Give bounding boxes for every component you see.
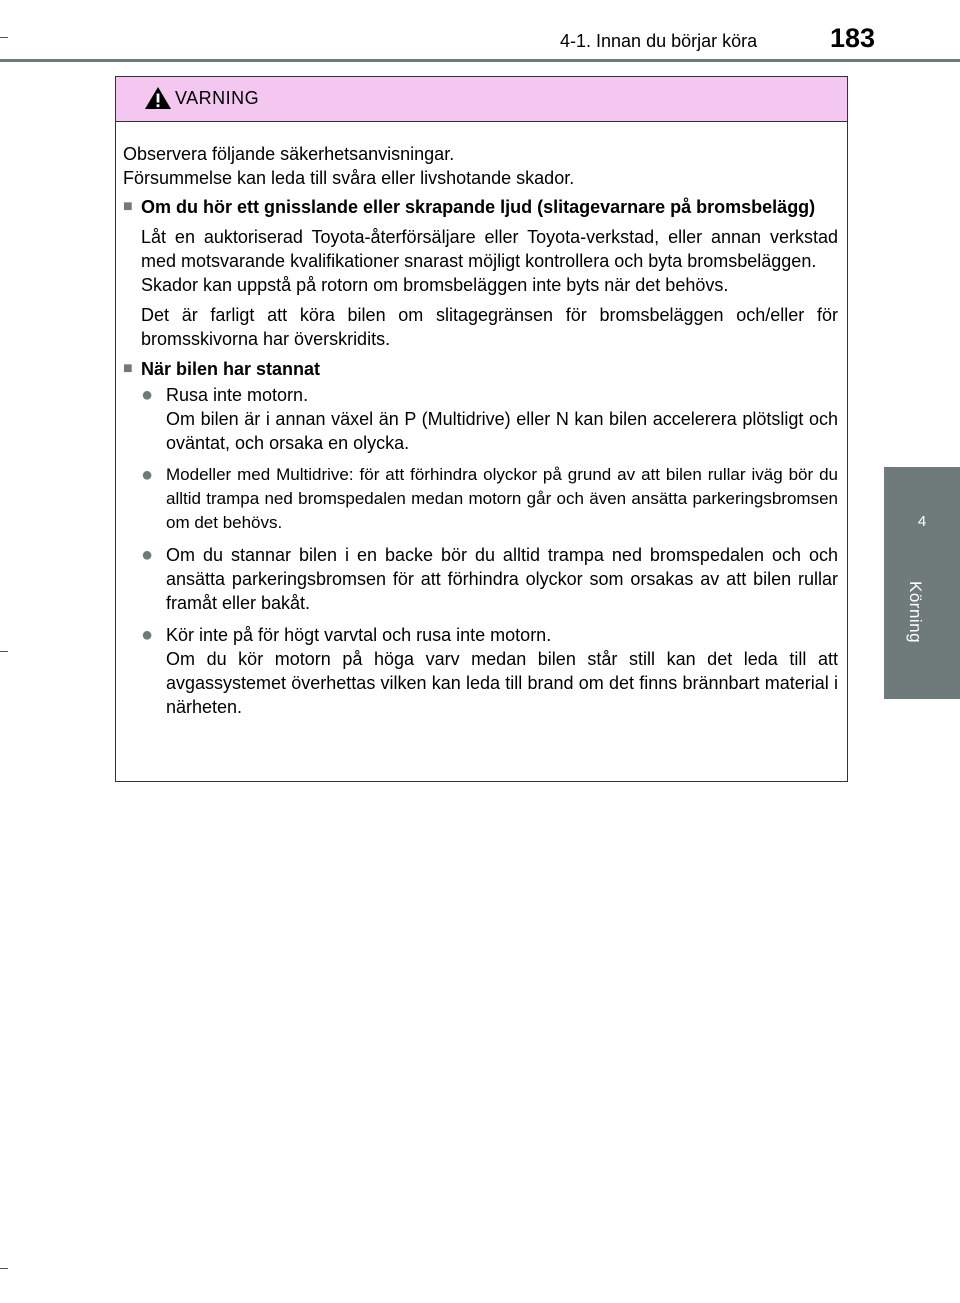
chapter-label: Körning [906, 581, 925, 644]
warning-body [116, 122, 847, 719]
warning-box [115, 76, 848, 782]
round-bullet-icon: ● [141, 624, 154, 646]
square-bullet-icon: ■ [123, 360, 133, 377]
crop-mark [0, 651, 8, 652]
intro-line: Observera följande säkerhetsanvisningar. [123, 144, 455, 164]
warning-title: VARNING [175, 88, 260, 108]
crop-mark [0, 1268, 8, 1269]
list-item-text: Modeller med Multidrive: för att förhindra olyckor på grund av att bilen rullar iväg bör du alltid trampa ned bromspedalen medan motorn går och även ansätta parkeringsbromsen om det behövs. [166, 465, 838, 532]
section-heading [123, 357, 838, 381]
list-item [123, 623, 838, 719]
intro-text [123, 142, 838, 190]
page-number: 183 [830, 23, 876, 53]
list-item-line: Rusa inte motorn. [166, 385, 309, 405]
chapter-tab [884, 467, 960, 699]
round-bullet-icon: ● [141, 464, 154, 486]
paragraph [123, 225, 838, 297]
list-item-line: Om du kör motorn på höga varv medan bilen står still kan det leda till att avgassystemet överhettas vilken kan leda till brand om det finns brännbart material i närheten. [166, 649, 838, 717]
paragraph-text: Skador kan uppstå på rotorn om bromsbeläggen inte byts när det behövs. [141, 275, 729, 295]
header-rule [0, 59, 960, 62]
warning-triangle-icon [144, 86, 172, 110]
list-item-text: Om du stannar bilen i en backe bör du alltid trampa ned bromspedalen och och ansätta parkeringsbromsen för att förhindra olyckor som orsakas av att bilen rullar framåt eller bakåt. [166, 545, 838, 613]
chapter-number: 4 [917, 513, 927, 530]
section-heading-text: När bilen har stannat [141, 359, 321, 379]
intro-line: Försummelse kan leda till svåra eller livshotande skador. [123, 168, 575, 188]
round-bullet-icon: ● [141, 384, 154, 406]
section-heading-text: Om du hör ett gnisslande eller skrapande ljud (slitagevarnare på bromsbelägg) [141, 197, 816, 217]
crop-mark [0, 37, 8, 38]
paragraph-text: Låt en auktoriserad Toyota-återförsäljare eller Toyota-verkstad, eller annan verkstad med motsvarande kvalifikationer snarast möjligt kontrollera och byta bromsbeläggen. [141, 227, 838, 271]
list-item-text [166, 383, 838, 455]
round-bullet-icon: ● [141, 544, 154, 566]
list-item [123, 543, 838, 615]
square-bullet-icon: ■ [123, 198, 133, 215]
list-item [123, 463, 838, 535]
warning-header [116, 77, 847, 122]
list-item-line: Kör inte på för högt varvtal och rusa inte motorn. [166, 625, 552, 645]
list-item [123, 383, 838, 455]
section-title: 4-1. Innan du börjar köra [560, 31, 758, 51]
section-heading [123, 195, 838, 219]
paragraph: Det är farligt att köra bilen om slitagegränsen för bromsbeläggen och/eller för bromsskivorna har överskridits. [141, 305, 838, 349]
list-item-text [166, 623, 838, 719]
list-item-line: Om bilen är i annan växel än P (Multidrive) eller N kan bilen accelerera plötsligt och oväntat, och orsaka en olycka. [166, 409, 838, 453]
